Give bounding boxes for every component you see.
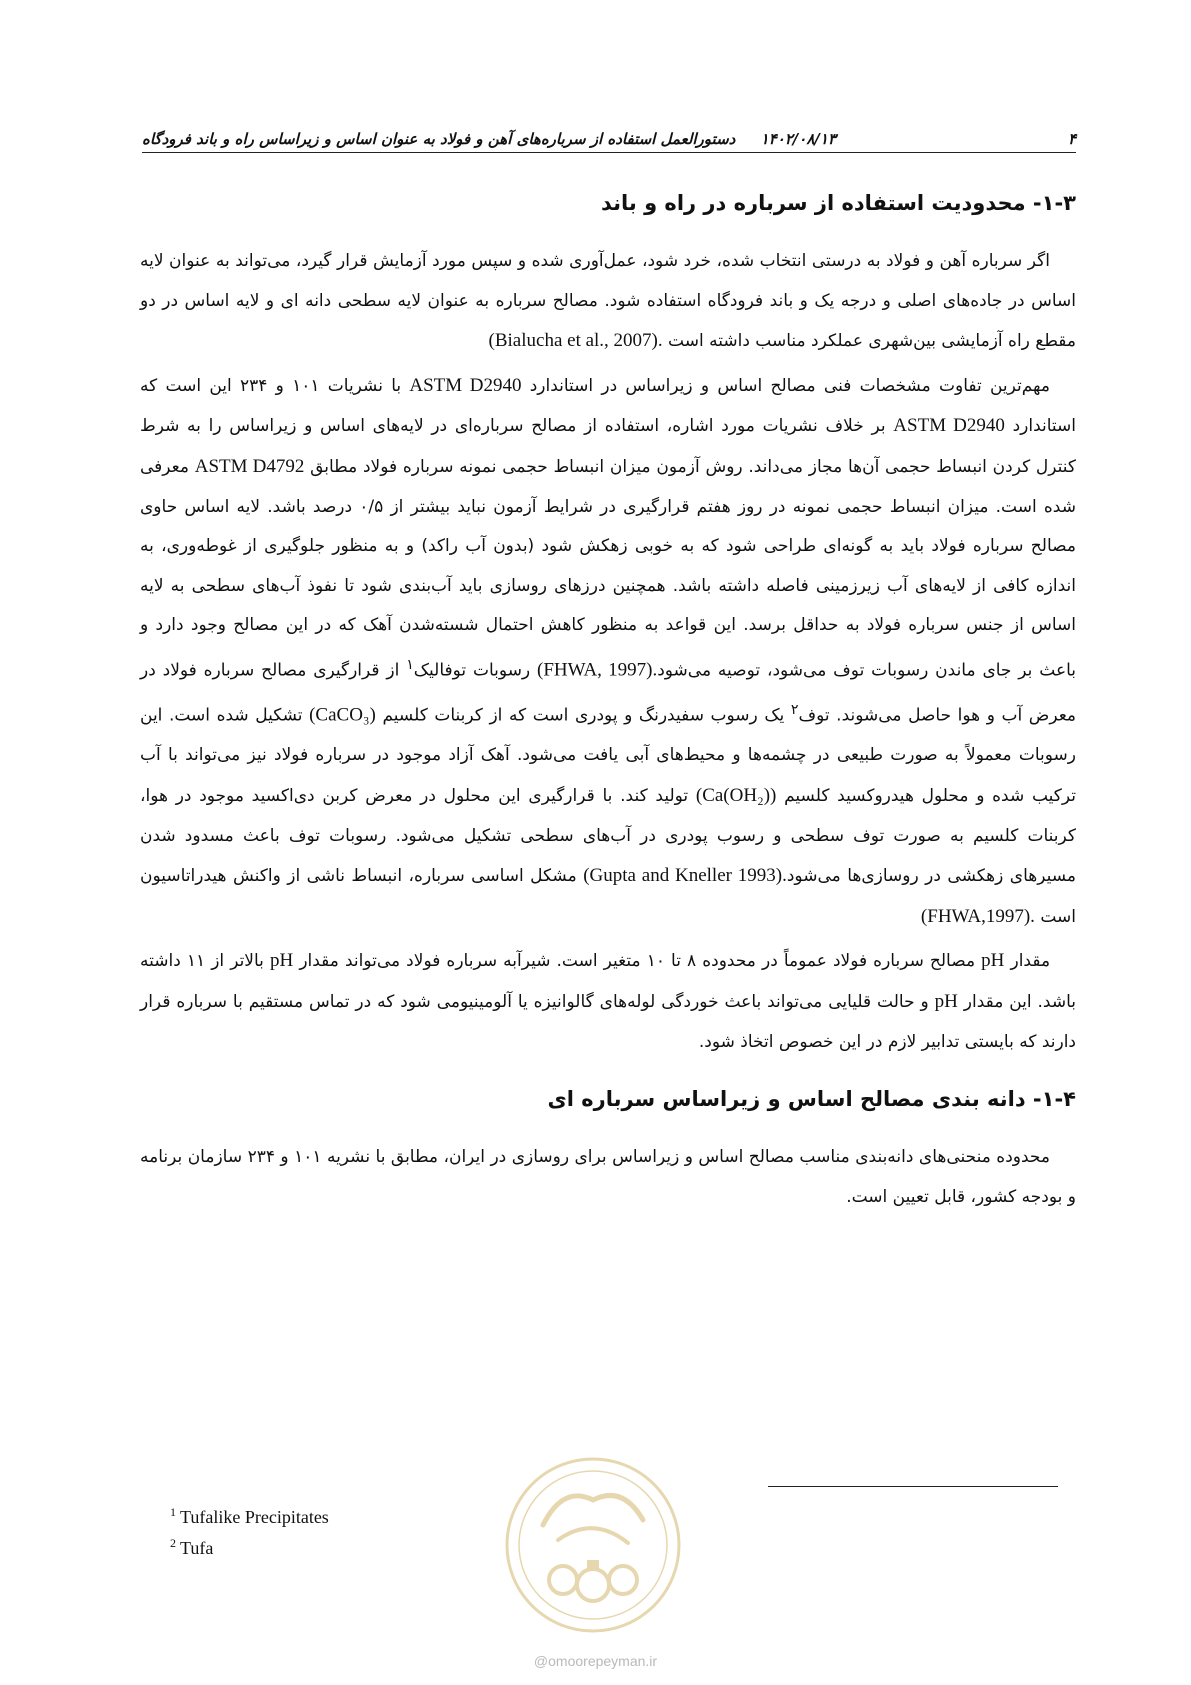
header-title: دستورالعمل استفاده از سرباره‌های آهن و فولاد به عنوان اساس و زیراساس راه و باند فرودگاه [142, 130, 736, 148]
ph-term: pH [270, 950, 294, 972]
paragraph-text: از قرارگیری مصالح سرباره فولاد در معرض آب و هوا حاصل می‌شوند. توف [140, 660, 1077, 726]
standard-code: ASTM D2940 [409, 374, 522, 396]
paragraph [140, 941, 1076, 1062]
paragraph-text: یک رسوب سفیدرنگ و پودری است که از کربنات کلسیم [382, 705, 785, 726]
citation: (Bialucha et al., 2007). [488, 330, 663, 352]
paragraph-text: تولید کند. با قرارگیری این محلول در معرض کربن دی‌اکسید موجود در هوا، کربنات کلسیم به صورت توف سطحی و رسوب پودری در آب‌های سطحی تشکیل می‌شود. رسوبات توف باعث مسدود شدن مسیرهای زهکشی در روسازی‌ها می‌شود [140, 786, 1076, 887]
footnote-text: Tufalike Precipitates [180, 1507, 329, 1527]
page-header [142, 130, 1076, 154]
paragraph-text: مقدار [1010, 951, 1051, 972]
page-number: ۴ [1067, 130, 1076, 148]
citation: (FHWA, 1997). [537, 659, 658, 681]
footnote-marker: ۱ [406, 656, 414, 673]
footnotes [170, 1505, 329, 1567]
footnote-text: Tufa [180, 1538, 214, 1558]
paragraph-text: مشکل اساسی سرباره، انبساط ناشی از واکنش هیدراتاسیون است [140, 866, 1076, 927]
header-date: ۱۴۰۲/۰۸/۱۳ [760, 130, 836, 148]
standard-code: ASTM D2940 [893, 415, 1005, 437]
paragraph [140, 366, 1076, 938]
section-heading: ۱-۴- دانه بندی مصالح اساس و زیراساس سرباره ای [547, 1087, 1076, 1112]
chemical-formula: (Ca(OH₂)) [695, 785, 777, 807]
seal-stamp-icon [503, 1455, 683, 1635]
citation: (FHWA,1997). [920, 905, 1035, 927]
paragraph-text: و حالت قلیایی می‌تواند باعث خوردگی لوله‌های گالوانیزه یا آلومینیومی شود که در تماس مستقیم با سرباره قرار دارند که بایستی تدابیر لازم در این خصوص اتخاذ شود. [140, 992, 1076, 1052]
paragraph-text: بالاتر از ۱۱ داشته باشد. این مقدار [140, 951, 1076, 1012]
paragraph-text: تشکیل شده است. این رسوبات معمولاً به صورت طبیعی در چشمه‌ها و محیط‌های آبی یافت می‌شود. آهک آزاد موجود در سرباره فولاد نیز می‌تواند با آب ترکیب شده و محلول هیدروکسید کلسیم [140, 705, 1076, 807]
paragraph-text: محدوده منحنی‌های دانه‌بندی مناسب مصالح اساس و زیراساس برای روسازی در ایران، مطابق با نشریه ۱۰۱ و ۲۳۴ سازمان برنامه و بودجه کشور، قابل تعیین است. [140, 1147, 1076, 1207]
footnote-rule [768, 1486, 1058, 1487]
ph-term: pH [934, 991, 958, 1012]
watermark: @omoorepeyman.ir [533, 1653, 658, 1669]
footnote-item [170, 1536, 329, 1559]
paragraph-text: اگر سرباره آهن و فولاد به درستی انتخاب شده، خرد شود، عمل‌آوری شده و سپس مورد آزمایش قرار گیرد، می‌تواند به عنوان لایه اساس در جاده‌های اصلی و درجه یک و باند فرودگاه استفاده شود. مصالح سرباره به عنوان لایه سطحی دانه ای و لایه اساس در دو مقطع راه آزمایشی بین‌شهری عملکرد مناسب داشته است [140, 251, 1076, 352]
paragraph-text: رسوبات توفالیک [413, 660, 531, 681]
footnote-mark: 1 [170, 1505, 176, 1519]
footnote-item [170, 1505, 329, 1528]
ph-term: pH [981, 950, 1005, 972]
paragraph-text: بر خلاف نشریات مورد اشاره، استفاده از مصالح سرباره‌ای در لایه‌های اساس و زیراساس را به شرط کنترل کردن انبساط حجمی آن‌ها مجاز می‌داند. روش آزمون میزان انبساط حجمی نمونه سرباره فولاد مطابق [140, 416, 1077, 477]
citation: (Gupta and Kneller 1993). [583, 865, 787, 887]
paragraph-text: مهم‌ترین تفاوت مشخصات فنی مصالح اساس و زیراساس در استاندارد [529, 375, 1050, 396]
chemical-formula: (CaCO₃) [309, 704, 376, 726]
footnote-marker: ۲ [790, 702, 799, 719]
document-body [140, 186, 1076, 1221]
standard-code: ASTM D4792 [194, 455, 305, 477]
header-rule [142, 152, 1076, 153]
paragraph-text: با نشریات ۱۰۱ و ۲۳۴ این است که استاندارد [140, 375, 1076, 437]
paragraph [140, 242, 1076, 362]
section-heading: ۱-۳- محدودیت استفاده از سرباره در راه و باند [600, 191, 1076, 215]
paragraph-text: مصالح سرباره فولاد عموماً در محدوده ۸ تا ۱۰ متغیر است. شیرآبه سرباره فولاد می‌تواند مقدار [299, 951, 976, 972]
paragraph [140, 1138, 1076, 1217]
footnote-mark: 2 [170, 1536, 176, 1550]
paragraph-text: معرفی شده است. میزان انبساط حجمی نمونه در روز هفتم قرارگیری در شرایط آزمون نباید بیشتر از ۰/۵ درصد باشد. لایه اساس حاوی مصالح سرباره فولاد باید به گونه‌ای طراحی شود که به خوبی زهکش شود (بدون آب راکد) و به منظور جلوگیری از غوطه‌وری، به اندازه کافی از لایه‌های آب زیرزمینی فاصله داشته باشد. همچنین درزهای روسازی باید آب‌بندی شود تا نفوذ آب‌های سطحی به لایه اساس از جنس سرباره فولاد به حداقل برسد. این قواعد به منظور کاهش احتمال شسته‌شدن آهک که در این مصالح وجود دارد و باعث بر جای ماندن رسوبات توف می‌شود، توصیه می‌شود [140, 456, 1076, 681]
